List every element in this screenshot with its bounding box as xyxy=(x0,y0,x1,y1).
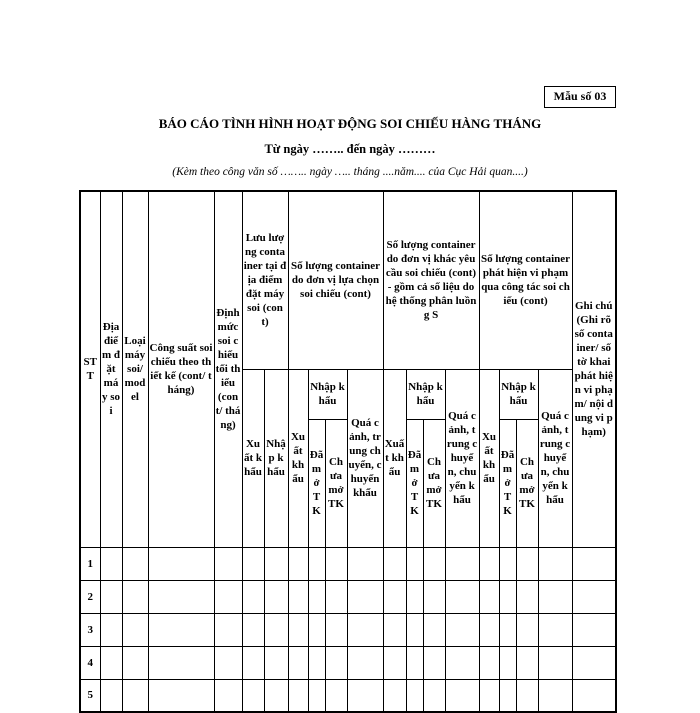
table-row xyxy=(80,613,616,646)
col-unit-opened: Đã mở TK xyxy=(308,419,325,547)
col-stt: STT xyxy=(80,191,100,547)
col-capacity: Công suất soi chiếu theo thiết kế (cont/ tháng) xyxy=(148,191,214,547)
table-cell xyxy=(214,646,242,679)
table-cell xyxy=(516,547,538,580)
table-cell xyxy=(308,679,325,712)
row-number: 4 xyxy=(80,646,100,679)
table-cell xyxy=(572,613,616,646)
table-cell xyxy=(325,580,347,613)
table-cell xyxy=(445,679,479,712)
table-cell xyxy=(479,613,499,646)
table-row xyxy=(80,646,616,679)
table-cell xyxy=(148,613,214,646)
col-viol-transit: Quá cảnh, trung chuyển, chuyển khẩu xyxy=(538,369,572,547)
col-other-units: Số lượng container do đơn vị khác yêu cầu soi chiếu (cont) - gồm cả số liệu do hệ thống phân luồng S xyxy=(383,191,479,369)
table-cell xyxy=(445,646,479,679)
table-cell xyxy=(100,580,122,613)
table-cell xyxy=(288,580,308,613)
attachment-note: (Kèm theo công văn số …….. ngày ….. tháng ....năm.... của Cục Hải quan....) xyxy=(172,166,528,178)
table-cell xyxy=(499,547,516,580)
table-cell xyxy=(214,580,242,613)
table-cell xyxy=(148,547,214,580)
table-cell xyxy=(242,547,264,580)
col-other-opened: Đã mở TK xyxy=(406,419,423,547)
table-cell xyxy=(423,613,445,646)
col-unit-import: Nhập khẩu xyxy=(308,369,347,419)
table-cell xyxy=(516,646,538,679)
table-cell xyxy=(100,646,122,679)
col-machine-type: Loại máy soi/ model xyxy=(122,191,148,547)
table-cell xyxy=(308,646,325,679)
col-volume-export: Xuất khẩu xyxy=(242,369,264,547)
col-viol-opened: Đã mở TK xyxy=(499,419,516,547)
report-title: BÁO CÁO TÌNH HÌNH HOẠT ĐỘNG SOI CHIẾU HÀNG THÁNG xyxy=(158,116,542,131)
table-cell xyxy=(264,580,288,613)
col-unit-transit: Quá cảnh, trung chuyển, chuyển khẩu xyxy=(347,369,383,547)
col-other-import: Nhập khẩu xyxy=(406,369,445,419)
table-cell xyxy=(325,646,347,679)
table-cell xyxy=(383,679,406,712)
table-cell xyxy=(347,646,383,679)
table-cell xyxy=(445,613,479,646)
table-cell xyxy=(516,679,538,712)
table-cell xyxy=(100,679,122,712)
table-cell xyxy=(572,547,616,580)
table-cell xyxy=(148,679,214,712)
table-cell xyxy=(242,646,264,679)
col-other-export: Xuất khẩu xyxy=(383,369,406,547)
table-cell xyxy=(383,547,406,580)
table-cell xyxy=(325,679,347,712)
col-container-volume: Lưu lượng container tại địa điểm đặt máy soi (cont) xyxy=(242,191,288,369)
table-cell xyxy=(499,679,516,712)
table-cell xyxy=(383,646,406,679)
table-cell xyxy=(325,547,347,580)
table-row xyxy=(80,679,616,712)
table-cell xyxy=(214,547,242,580)
table-cell xyxy=(100,547,122,580)
table-cell xyxy=(572,646,616,679)
col-volume-import: Nhập khẩu xyxy=(264,369,288,547)
table-cell xyxy=(499,646,516,679)
table-cell xyxy=(423,580,445,613)
table-row xyxy=(80,580,616,613)
table-cell xyxy=(264,613,288,646)
report-table xyxy=(79,190,617,713)
table-cell xyxy=(242,679,264,712)
table-cell xyxy=(538,679,572,712)
table-cell xyxy=(479,547,499,580)
col-location: Địa điểm đặt máy soi xyxy=(100,191,122,547)
table-cell xyxy=(264,646,288,679)
table-cell xyxy=(100,613,122,646)
col-violations: Số lượng container phát hiện vi phạm qua công tác soi chiếu (cont) xyxy=(479,191,572,369)
table-cell xyxy=(148,646,214,679)
col-other-transit: Quá cảnh, trung chuyển, chuyển khẩu xyxy=(445,369,479,547)
row-number: 1 xyxy=(80,547,100,580)
col-viol-not-opened: Chưa mở TK xyxy=(516,419,538,547)
table-cell xyxy=(423,646,445,679)
table-cell xyxy=(406,580,423,613)
table-cell xyxy=(423,547,445,580)
table-cell xyxy=(288,547,308,580)
row-number: 3 xyxy=(80,613,100,646)
table-cell xyxy=(264,679,288,712)
table-cell xyxy=(347,580,383,613)
table-cell xyxy=(572,679,616,712)
table-cell xyxy=(383,613,406,646)
col-notes: Ghi chú (Ghi rõ số container/ số tờ khai phát hiện vi phạm/ nội dung vi phạm) xyxy=(572,191,616,547)
col-other-not-opened: Chưa mở TK xyxy=(423,419,445,547)
table-cell xyxy=(288,646,308,679)
table-cell xyxy=(122,646,148,679)
row-number: 2 xyxy=(80,580,100,613)
col-unit-export: Xuất khẩu xyxy=(288,369,308,547)
table-cell xyxy=(122,613,148,646)
table-cell xyxy=(347,679,383,712)
table-cell xyxy=(308,613,325,646)
table-cell xyxy=(572,580,616,613)
col-norm: Định mức soi chiếu tối thiểu (cont/ tháng) xyxy=(214,191,242,547)
table-cell xyxy=(538,646,572,679)
col-viol-import: Nhập khẩu xyxy=(499,369,538,419)
table-cell xyxy=(383,580,406,613)
table-cell xyxy=(288,613,308,646)
table-cell xyxy=(538,547,572,580)
table-cell xyxy=(214,613,242,646)
table-cell xyxy=(445,580,479,613)
table-cell xyxy=(538,580,572,613)
form-number-box: Mẫu số 03 xyxy=(544,86,616,108)
table-cell xyxy=(347,547,383,580)
table-cell xyxy=(122,679,148,712)
row-number: 5 xyxy=(80,679,100,712)
table-cell xyxy=(445,547,479,580)
table-cell xyxy=(242,580,264,613)
table-cell xyxy=(308,580,325,613)
date-range: Từ ngày …….. đến ngày ……… xyxy=(264,142,436,156)
table-cell xyxy=(516,580,538,613)
table-cell xyxy=(122,580,148,613)
table-cell xyxy=(122,547,148,580)
table-cell xyxy=(288,679,308,712)
table-cell xyxy=(406,679,423,712)
table-cell xyxy=(499,613,516,646)
table-cell xyxy=(538,613,572,646)
table-cell xyxy=(214,679,242,712)
table-cell xyxy=(406,547,423,580)
table-cell xyxy=(479,580,499,613)
table-cell xyxy=(325,613,347,646)
table-cell xyxy=(499,580,516,613)
table-cell xyxy=(479,679,499,712)
table-cell xyxy=(406,613,423,646)
col-unit-selected: Số lượng container do đơn vị lựa chọn soi chiếu (cont) xyxy=(288,191,383,369)
table-cell xyxy=(479,646,499,679)
table-cell xyxy=(347,613,383,646)
table-cell xyxy=(406,646,423,679)
col-viol-export: Xuất khẩu xyxy=(479,369,499,547)
table-row xyxy=(80,547,616,580)
table-cell xyxy=(516,613,538,646)
table-cell xyxy=(148,580,214,613)
table-cell xyxy=(423,679,445,712)
table-cell xyxy=(264,547,288,580)
col-unit-not-opened: Chưa mở TK xyxy=(325,419,347,547)
table-cell xyxy=(242,613,264,646)
table-cell xyxy=(308,547,325,580)
